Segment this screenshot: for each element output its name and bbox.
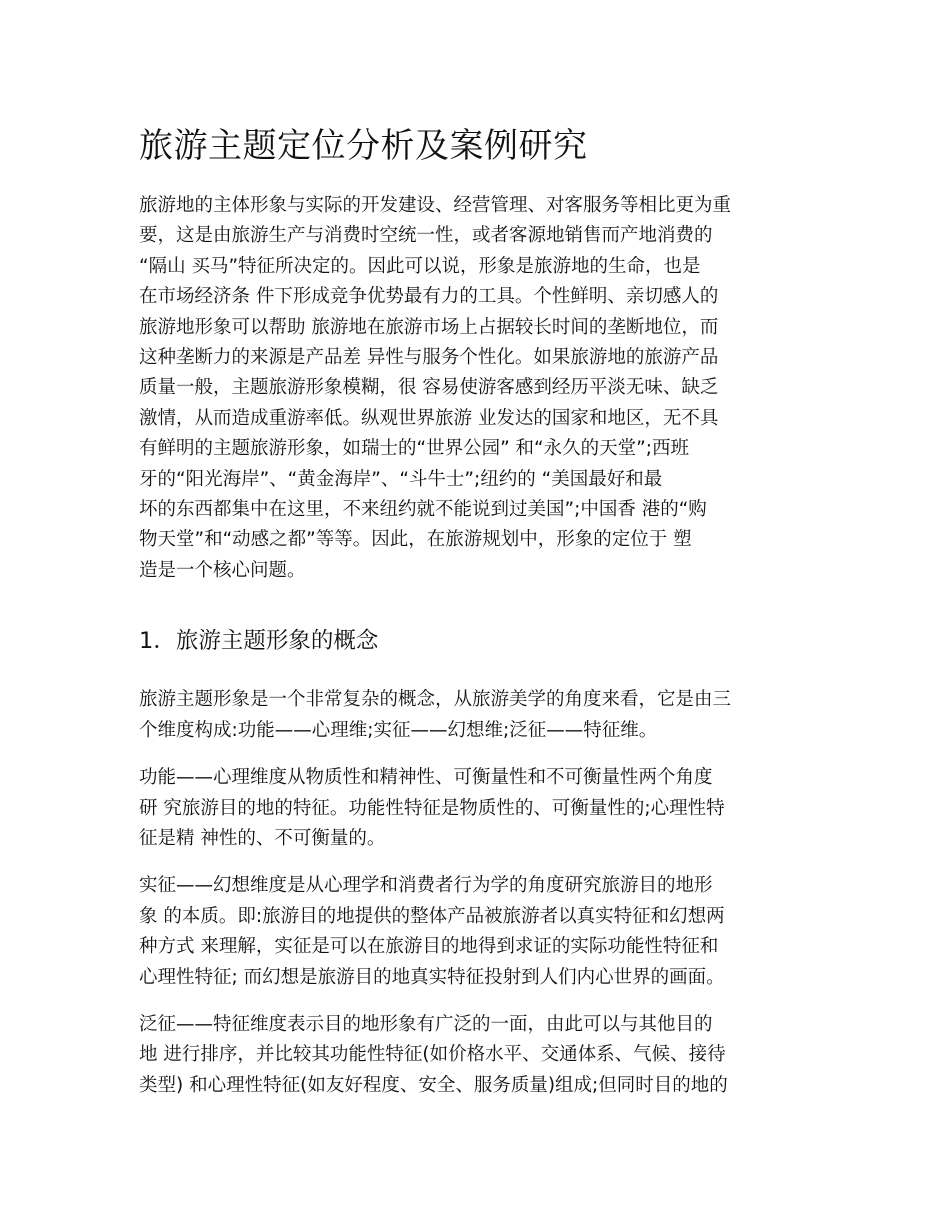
paragraph-line: 研 究旅游目的地的特征。功能性特征是物质性的、可衡量性的;心理性特 bbox=[139, 797, 725, 819]
paragraph-line: 要，这是由旅游生产与消费时空统一性，或者客源地销售而产地消费的 bbox=[139, 225, 713, 247]
paragraph-line: 个维度构成:功能——心理维;实征——幻想维;泛征——特征维。 bbox=[139, 719, 658, 741]
paragraph-line: 实征——幻想维度是从心理学和消费者行为学的角度研究旅游目的地形 bbox=[139, 875, 713, 897]
paragraph-line: 激情，从而造成重游率低。纵观世界旅游 业发达的国家和地区，无不具 bbox=[139, 407, 719, 429]
document-page bbox=[139, 118, 811, 1101]
paragraph-line: 功能——心理维度从物质性和精神性、可衡量性和不可衡量性两个角度 bbox=[139, 767, 713, 789]
function-dimension-paragraph bbox=[139, 763, 811, 854]
paragraph-line: 征是精 神性的、不可衡量的。 bbox=[139, 827, 386, 849]
general-dimension-paragraph bbox=[139, 1010, 811, 1101]
paragraph-line: 物天堂”和“动感之都”等等。因此，在旅游规划中，形象的定位于 塑 bbox=[139, 529, 692, 551]
paragraph-line: 旅游地形象可以帮助 旅游地在旅游市场上占据较长时间的垄断地位，而 bbox=[139, 316, 719, 338]
paragraph-line: 在市场经济条 件下形成竞争优势最有力的工具。个性鲜明、亲切感人的 bbox=[139, 286, 719, 308]
paragraph-line: 泛征——特征维度表示目的地形象有广泛的一面，由此可以与其他目的 bbox=[139, 1013, 713, 1035]
paragraph-line: 有鲜明的主题旅游形象，如瑞士的“世界公园” 和“永久的天堂”;西班 bbox=[139, 438, 689, 460]
paragraph-line: 质量一般，主题旅游形象模糊，很 容易使游客感到经历平淡无味、缺乏 bbox=[139, 377, 719, 399]
paragraph-line: 坏的东西都集中在这里，不来纽约就不能说到过美国”;中国香 港的“购 bbox=[139, 499, 707, 521]
paragraph-line: 这种垄断力的来源是产品差 异性与服务个性化。如果旅游地的旅游产品 bbox=[139, 347, 719, 369]
paragraph-line: 旅游主题形象是一个非常复杂的概念，从旅游美学的角度来看，它是由三 bbox=[139, 689, 732, 711]
paragraph-line: 心理性特征; 而幻想是旅游目的地真实特征投射到人们内心世界的画面。 bbox=[139, 966, 725, 988]
paragraph-line: 地 进行排序，并比较其功能性特征(如价格水平、交通体系、气候、接待 bbox=[139, 1044, 726, 1066]
paragraph-line: 类型) 和心理性特征(如友好程度、安全、服务质量)组成;但同时目的地的 bbox=[139, 1074, 728, 1096]
section-heading: 1．旅游主题形象的概念 bbox=[139, 628, 379, 655]
paragraph-line: 种方式 来理解，实征是可以在旅游目的地得到求证的实际功能性特征和 bbox=[139, 936, 719, 958]
paragraph-line: 旅游地的主体形象与实际的开发建设、经营管理、对客服务等相比更为重 bbox=[139, 195, 732, 216]
reality-dimension-paragraph bbox=[139, 871, 811, 993]
paragraph-line: 牙的“阳光海岸”、“黄金海岸”、“斗牛士”;纽约的 “美国最好和最 bbox=[139, 468, 663, 490]
concept-paragraph bbox=[139, 685, 811, 746]
page-title: 旅游主题定位分析及案例研究 bbox=[139, 126, 588, 166]
intro-paragraph bbox=[139, 191, 811, 586]
paragraph-line: 造是一个核心问题。 bbox=[139, 559, 306, 581]
paragraph-line: “隔山 买马”特征所决定的。因此可以说，形象是旅游地的生命，也是 bbox=[139, 255, 701, 277]
paragraph-line: 象 的本质。即:旅游目的地提供的整体产品被旅游者以真实特征和幻想两 bbox=[139, 905, 725, 927]
